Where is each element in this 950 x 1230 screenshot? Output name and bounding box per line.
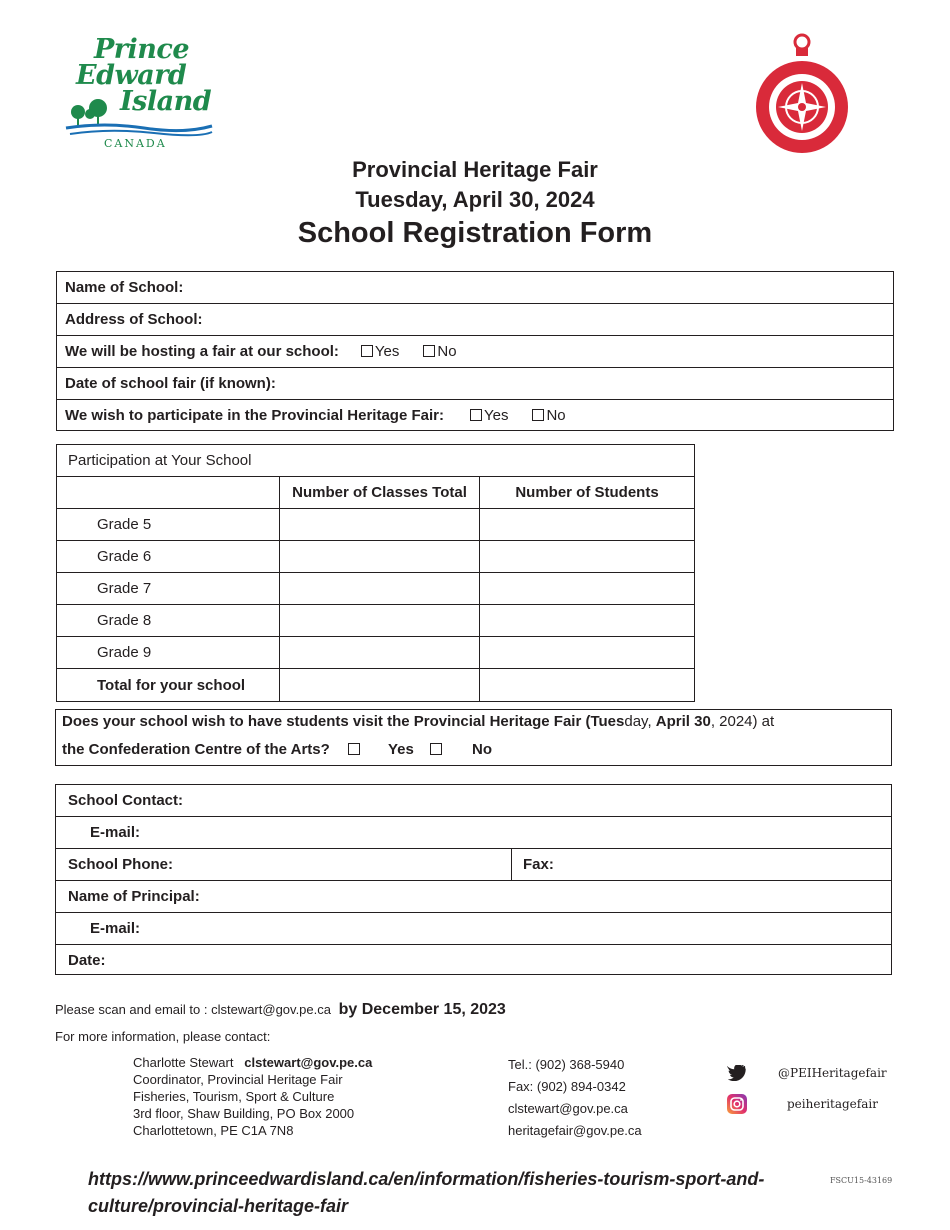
scan-instructions: Please scan and email to : clstewart@gov.pe.ca by December 15, 2023 <box>55 1001 506 1018</box>
participate-row <box>57 400 893 431</box>
column-header-students: Number of Students <box>515 484 659 501</box>
school-contact-row[interactable] <box>56 785 891 817</box>
fair-date-row[interactable] <box>57 368 893 400</box>
school-address-row[interactable] <box>57 304 893 336</box>
address-line: Charlottetown, PE C1A 7N8 <box>133 1123 294 1138</box>
contact-name-email[interactable]: clstewart@gov.pe.ca <box>244 1055 373 1070</box>
document-code: FSCU15-43169 <box>830 1176 893 1185</box>
trees-waves-icon <box>64 98 214 138</box>
phone-fax-row <box>56 849 891 881</box>
grade-label: Grade 8 <box>97 612 152 629</box>
total-row <box>57 669 694 701</box>
table-header-row <box>57 477 694 509</box>
students-input-cell[interactable] <box>480 573 694 604</box>
participate-label: We wish to participate in the Provincial Heritage Fair: <box>65 407 444 424</box>
date-row[interactable] <box>56 945 891 975</box>
classes-input-cell[interactable] <box>280 605 480 636</box>
phone-email-block <box>508 1054 642 1142</box>
classes-total-cell[interactable] <box>280 669 480 701</box>
hosting-yes-checkbox[interactable] <box>361 345 373 357</box>
school-phone-cell[interactable] <box>56 849 512 880</box>
email-link[interactable]: heritagefair@gov.pe.ca <box>508 1123 642 1138</box>
table-row <box>57 605 694 637</box>
students-input-cell[interactable] <box>480 509 694 540</box>
visit-yes-checkbox[interactable] <box>348 743 360 755</box>
grade-label: Grade 7 <box>97 580 152 597</box>
total-label: Total for your school <box>97 676 246 694</box>
principal-label: Name of Principal: <box>68 888 200 905</box>
pei-logo <box>58 30 218 155</box>
participation-title: Participation at Your School <box>68 452 252 469</box>
twitter-link[interactable]: @PEIHeritagefair <box>727 1062 887 1084</box>
logo-word-island: Island <box>120 86 212 117</box>
classes-input-cell[interactable] <box>280 509 480 540</box>
participation-table <box>56 444 695 702</box>
table-row <box>57 573 694 605</box>
contact-name: Charlotte Stewart <box>133 1055 234 1070</box>
logo-country: CANADA <box>104 137 167 150</box>
students-total-cell[interactable] <box>480 669 694 701</box>
logo-word-edward: Edward <box>76 60 187 91</box>
social-links <box>727 1062 887 1115</box>
visit-question-line2: the Confederation Centre of the Arts? Yes No <box>62 741 493 758</box>
address-line: Fisheries, Tourism, Sport & Culture <box>133 1089 335 1104</box>
page-title-form: School Registration Form <box>297 217 653 249</box>
students-input-cell[interactable] <box>480 637 694 668</box>
fax-number: Fax: (902) 894-0342 <box>508 1079 626 1094</box>
grade-label: Grade 6 <box>97 548 152 565</box>
fair-date-label: Date of school fair (if known): <box>65 375 276 392</box>
tel-number: Tel.: (902) 368-5940 <box>508 1057 625 1072</box>
page-title-line1: Provincial Heritage Fair <box>352 157 598 182</box>
email-link[interactable]: clstewart@gov.pe.ca <box>508 1101 628 1116</box>
address-line: Coordinator, Provincial Heritage Fair <box>133 1072 343 1087</box>
principal-email-row[interactable] <box>56 913 891 945</box>
date-label: Date: <box>68 951 106 969</box>
students-input-cell[interactable] <box>480 605 694 636</box>
hosting-no-checkbox[interactable] <box>423 345 435 357</box>
school-contact-label: School Contact: <box>68 792 183 809</box>
school-phone-label: School Phone: <box>68 856 173 873</box>
grade-label: Grade 9 <box>97 644 152 661</box>
address-line: 3rd floor, Shaw Building, PO Box 2000 <box>133 1106 355 1121</box>
heritage-fairs-seal <box>752 30 852 160</box>
school-info-section <box>56 271 894 431</box>
participate-no-checkbox[interactable] <box>532 409 544 421</box>
school-name-label: Name of School: <box>65 279 184 296</box>
visit-no-label: No <box>472 741 493 758</box>
participate-yes-option[interactable]: Yes <box>470 407 508 424</box>
participate-yes-checkbox[interactable] <box>470 409 482 421</box>
instagram-icon <box>727 1094 747 1114</box>
visit-yes-label: Yes <box>387 741 414 758</box>
contact-email-label: E-mail: <box>90 824 141 841</box>
contact-address-block <box>133 1054 372 1139</box>
logo-word-prince: Prince <box>94 34 190 65</box>
participation-title-row <box>57 445 694 477</box>
fax-label: Fax: <box>523 856 554 873</box>
website-url[interactable]: https://www.princeedwardisland.ca/en/information/fisheries-tourism-sport-and- culture/provincial-heritage-fair <box>88 1169 765 1216</box>
deadline: by December 15, 2023 <box>338 1001 506 1018</box>
principal-email-label: E-mail: <box>90 920 141 937</box>
visit-no-checkbox[interactable] <box>430 743 442 755</box>
instagram-link[interactable]: peiheritagefair <box>727 1093 887 1115</box>
contact-section <box>55 784 892 975</box>
column-header-classes: Number of Classes Total <box>280 477 480 508</box>
visit-question-section <box>55 709 892 766</box>
page-title-date: Tuesday, April 30, 2024 <box>355 187 595 212</box>
table-row <box>57 637 694 669</box>
classes-input-cell[interactable] <box>280 573 480 604</box>
classes-input-cell[interactable] <box>280 637 480 668</box>
hosting-label: We will be hosting a fair at our school: <box>65 343 339 360</box>
visit-question-line1: Does your school wish to have students visit the Provincial Heritage Fair (Tuesday, April 30, 2024) at <box>62 713 775 730</box>
header-blank-cell <box>57 477 280 508</box>
table-row <box>57 509 694 541</box>
twitter-icon <box>727 1065 747 1081</box>
contact-email-row[interactable] <box>56 817 891 849</box>
grade-label: Grade 5 <box>97 516 152 533</box>
hosting-row <box>57 336 893 368</box>
fax-cell[interactable] <box>512 856 891 873</box>
students-input-cell[interactable] <box>480 541 694 572</box>
school-name-row[interactable] <box>57 272 893 304</box>
table-row <box>57 541 694 573</box>
classes-input-cell[interactable] <box>280 541 480 572</box>
more-info-text: For more information, please contact: <box>55 1029 271 1044</box>
hosting-no-option[interactable]: No <box>423 343 456 360</box>
school-address-label: Address of School: <box>65 311 203 328</box>
principal-row[interactable] <box>56 881 891 913</box>
participate-no-option[interactable]: No <box>532 407 565 424</box>
hosting-yes-option[interactable]: Yes <box>361 343 399 360</box>
